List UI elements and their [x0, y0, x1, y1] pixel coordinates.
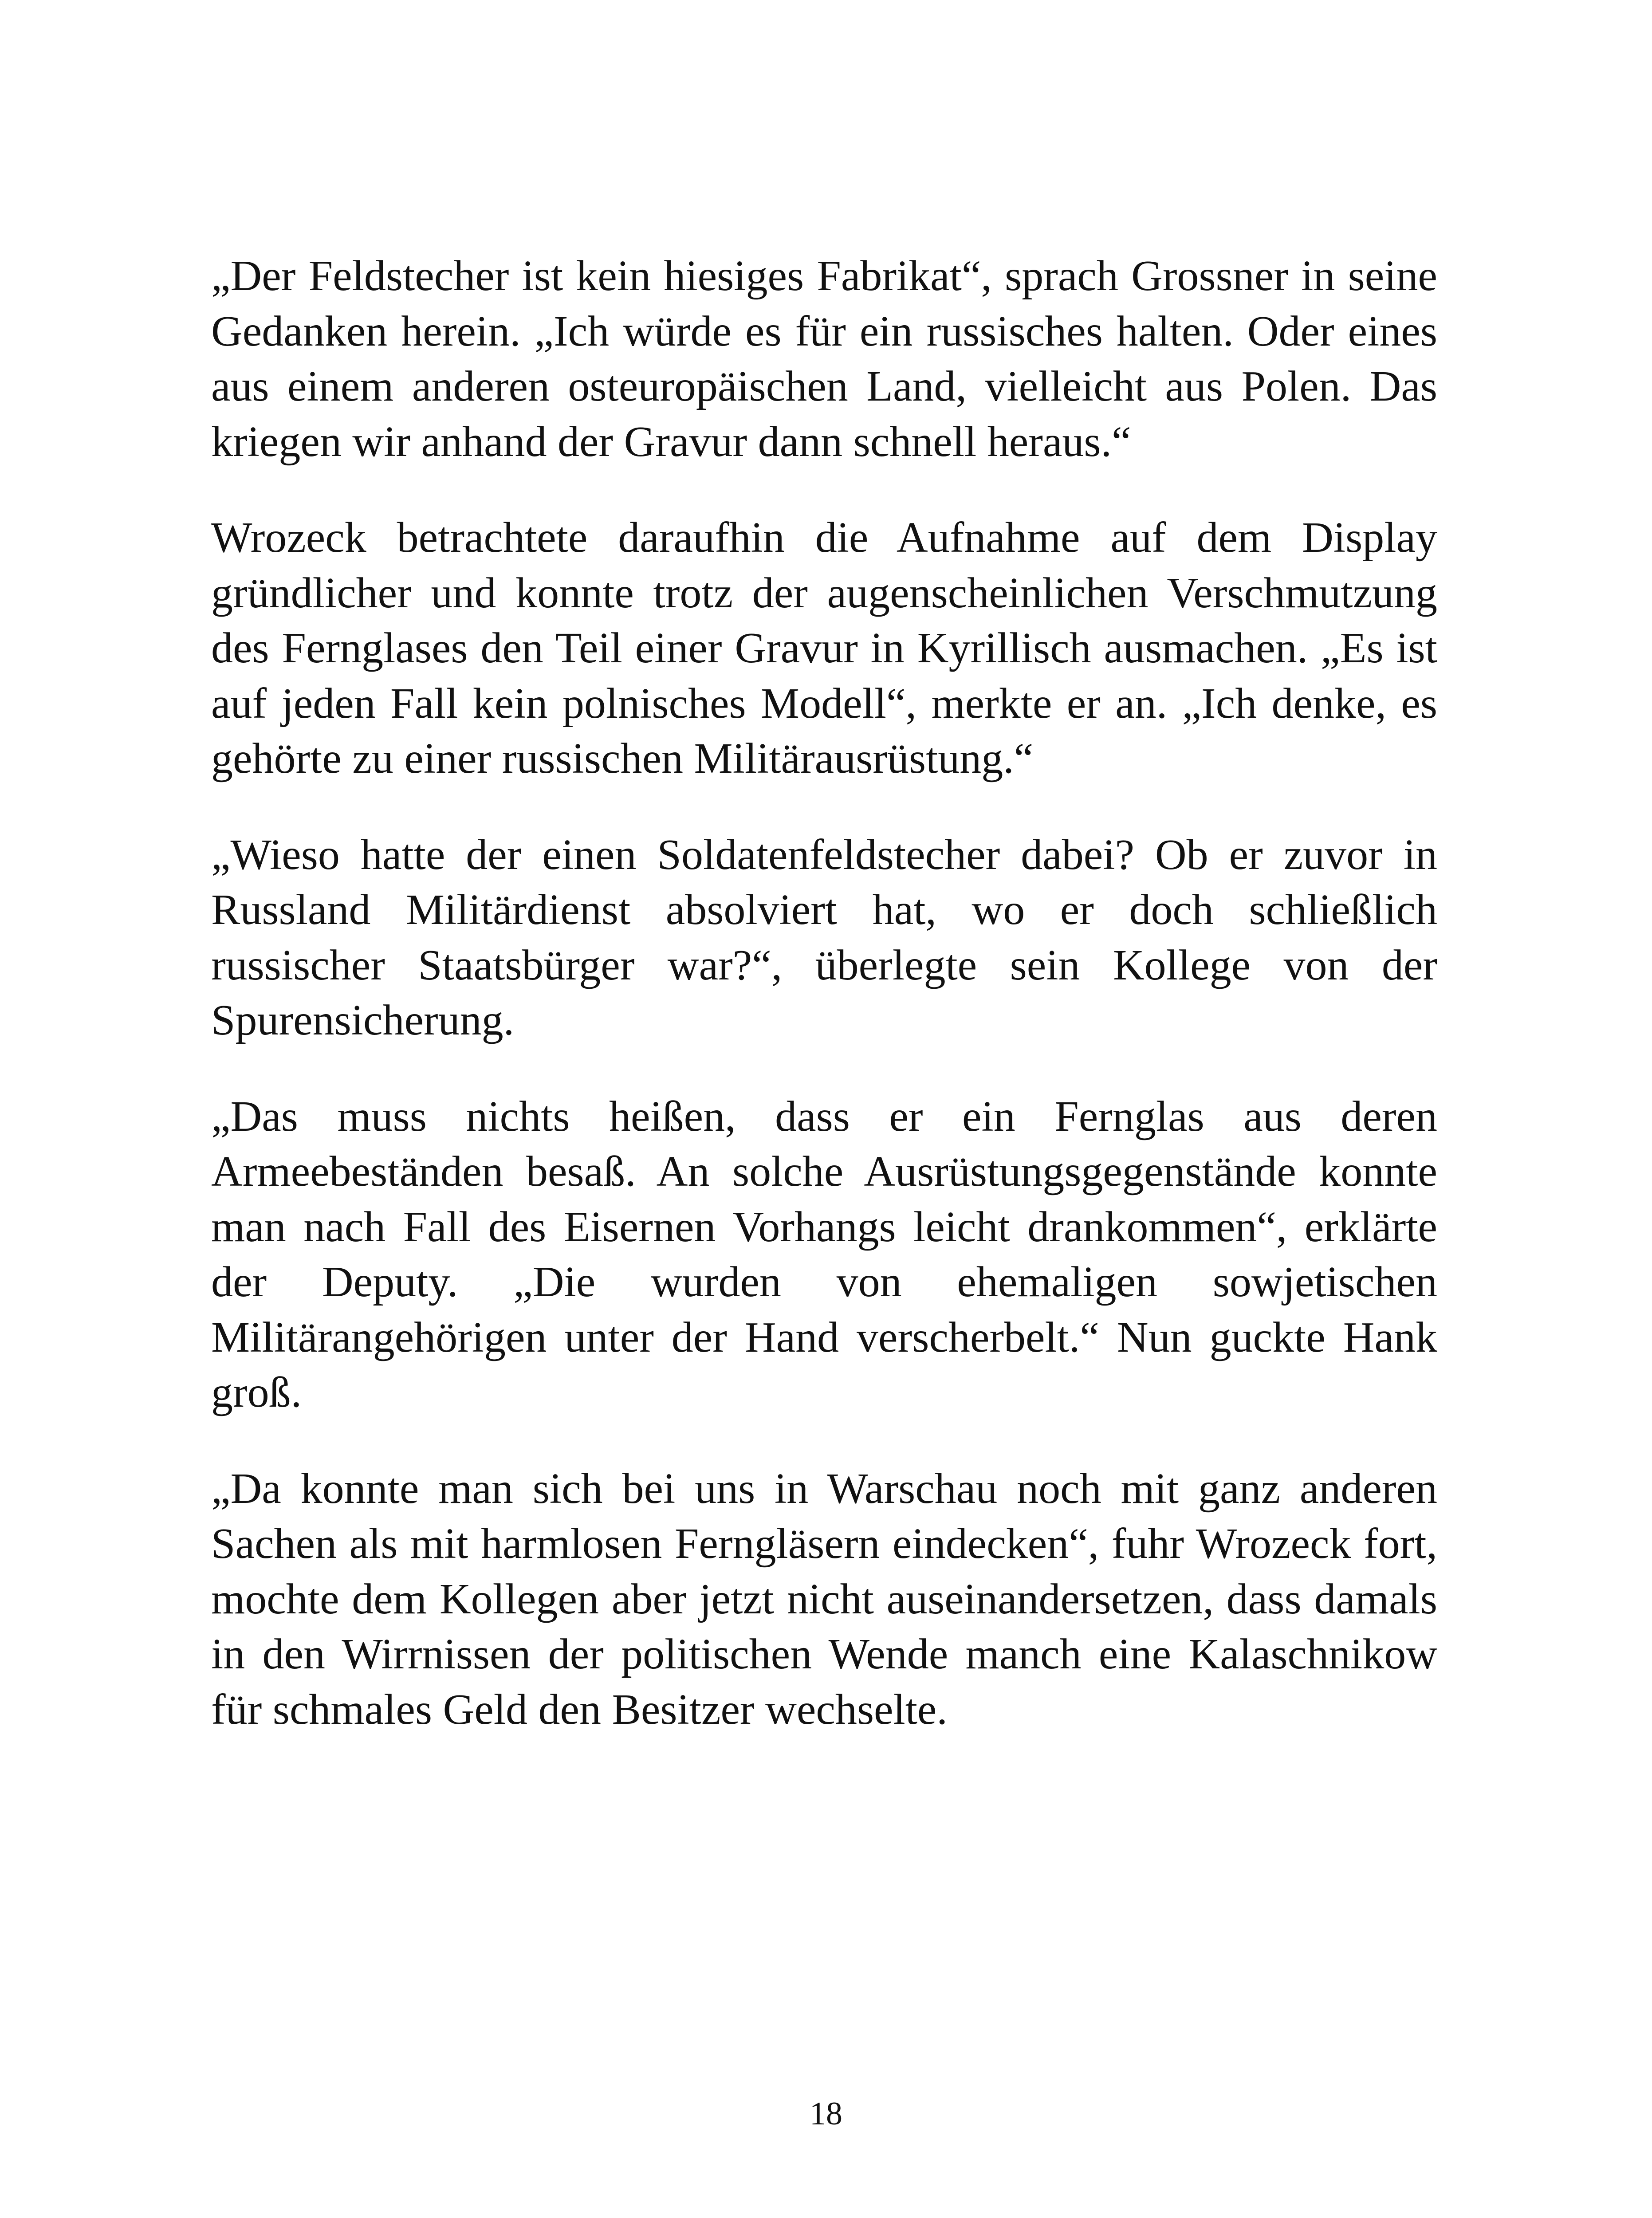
paragraph-5: „Da konnte man sich bei uns in Warschau noch mit ganz anderen Sachen als mit harmlosen Ferngläsern eindecken“, fuhr Wrozeck fort, mochte dem Kollegen aber jetzt nicht auseinandersetzen, dass damals in den Wirrnissen der politischen Wende manch eine Kalaschnikow für schmales Geld den Besitzer wechselte.: [211, 1464, 1437, 1734]
paragraph-1: „Der Feldstecher ist kein hiesiges Fabrikat“, sprach Grossner in seine Gedanken herein. „Ich würde es für ein russisches halten. Oder eines aus einem anderen osteuropäischen Land, vielleicht aus Polen. Das kriegen wir anhand der Gravur dann schnell heraus.“: [211, 252, 1437, 466]
paragraph-2: Wrozeck betrachtete daraufhin die Aufnahme auf dem Display gründlicher und konnte trotz der augenscheinlichen Verschmutzung des Fernglases den Teil einer Gravur in Kyrillisch ausmachen. „Es ist auf jeden Fall kein polnisches Modell“, merkte er an. „Ich denke, es gehörte zu einer russischen Militärausrüstung.“: [211, 514, 1437, 783]
paragraph-4: „Das muss nichts heißen, dass er ein Fernglas aus deren Armeebeständen besaß. An solche Ausrüstungsgegenstände konnte man nach Fall des Eisernen Vorhangs leicht drankommen“, erklärte der Deputy. „Die wurden von ehemaligen sowjetischen Militärangehörigen unter der Hand verscherbelt.“ Nun guckte Hank groß.: [211, 1092, 1437, 1416]
page-body: [211, 248, 1437, 1778]
paragraph-3: „Wieso hatte der einen Soldatenfeldstecher dabei? Ob er zuvor in Russland Militärdienst absolviert hat, wo er doch schließlich russischer Staatsbürger war?“, überlegte sein Kollege von der Spurensicherung.: [211, 830, 1437, 1044]
page-number: 18: [810, 2096, 842, 2132]
